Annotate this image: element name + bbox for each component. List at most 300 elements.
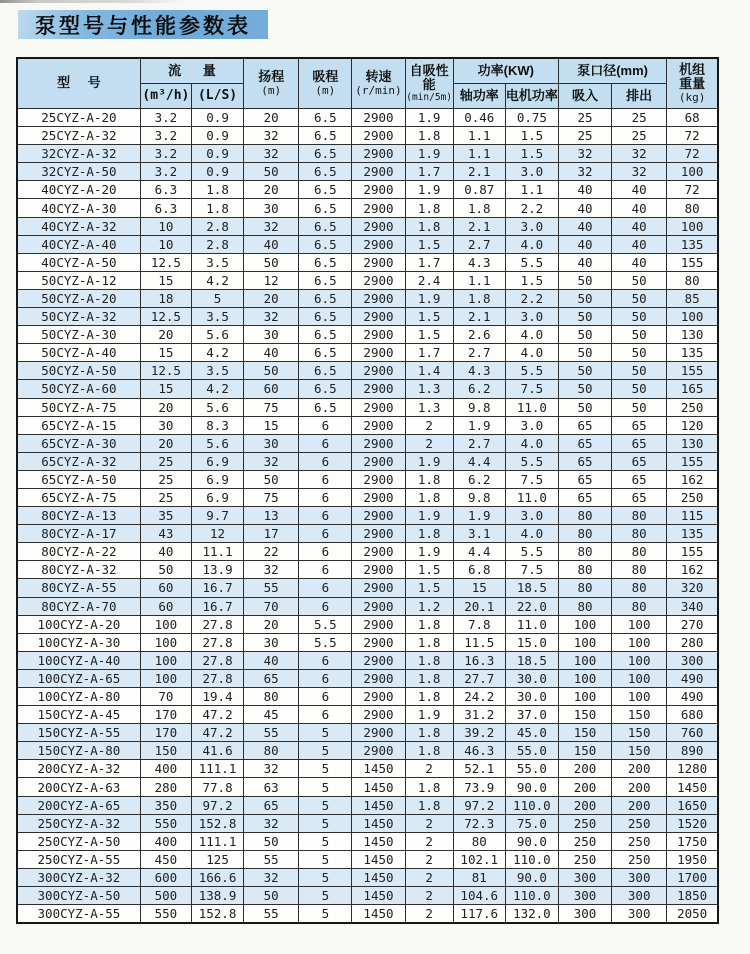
table-row xyxy=(17,796,718,814)
cell-speed: 2900 xyxy=(352,271,405,289)
cell-shaft-power: 2.7 xyxy=(453,434,505,452)
cell-unit-weight: 155 xyxy=(667,362,718,380)
cell-suction-lift: 5 xyxy=(299,887,352,905)
cell-flow-m3h: 15 xyxy=(140,344,191,362)
cell-outlet-bore: 40 xyxy=(612,235,667,253)
table-row xyxy=(17,832,718,850)
cell-motor-power: 75.0 xyxy=(505,814,558,832)
cell-outlet-bore: 150 xyxy=(612,706,667,724)
cell-outlet-bore: 40 xyxy=(612,181,667,199)
cell-speed: 2900 xyxy=(352,597,405,615)
cell-outlet-bore: 100 xyxy=(612,688,667,706)
cell-suction-lift: 6.5 xyxy=(299,398,352,416)
cell-suction-lift: 5 xyxy=(299,850,352,868)
cell-model: 300CYZ-A-55 xyxy=(17,905,140,924)
cell-model: 50CYZ-A-60 xyxy=(17,380,140,398)
cell-suction-lift: 6.5 xyxy=(299,271,352,289)
col-header-bore-group: 泵口径(mm) xyxy=(558,58,666,84)
cell-self-priming: 1.5 xyxy=(405,561,453,579)
table-row xyxy=(17,452,718,470)
cell-flow-ls: 3.5 xyxy=(191,362,243,380)
cell-suction-lift: 6 xyxy=(299,651,352,669)
cell-unit-weight: 72 xyxy=(667,181,718,199)
cell-unit-weight: 1850 xyxy=(667,887,718,905)
cell-motor-power: 55.0 xyxy=(505,742,558,760)
cell-speed: 1450 xyxy=(352,832,405,850)
cell-speed: 1450 xyxy=(352,814,405,832)
cell-flow-m3h: 20 xyxy=(140,398,191,416)
table-row xyxy=(17,760,718,778)
cell-flow-m3h: 450 xyxy=(140,850,191,868)
cell-unit-weight: 68 xyxy=(667,109,718,127)
cell-motor-power: 3.0 xyxy=(505,416,558,434)
col-header-self-priming xyxy=(405,58,453,109)
cell-flow-ls: 0.9 xyxy=(191,163,243,181)
cell-model: 100CYZ-A-30 xyxy=(17,633,140,651)
cell-flow-m3h: 50 xyxy=(140,561,191,579)
cell-speed: 2900 xyxy=(352,181,405,199)
cell-motor-power: 55.0 xyxy=(505,760,558,778)
cell-shaft-power: 1.8 xyxy=(453,289,505,307)
cell-inlet-bore: 80 xyxy=(558,561,611,579)
cell-head: 55 xyxy=(244,579,299,597)
cell-flow-ls: 3.5 xyxy=(191,308,243,326)
cell-shaft-power: 24.2 xyxy=(453,688,505,706)
table-row xyxy=(17,814,718,832)
cell-self-priming: 2 xyxy=(405,434,453,452)
table-row xyxy=(17,470,718,488)
cell-flow-m3h: 40 xyxy=(140,543,191,561)
cell-motor-power: 37.0 xyxy=(505,706,558,724)
cell-inlet-bore: 50 xyxy=(558,271,611,289)
cell-head: 45 xyxy=(244,706,299,724)
cell-inlet-bore: 65 xyxy=(558,434,611,452)
table-row xyxy=(17,253,718,271)
cell-suction-lift: 6.5 xyxy=(299,217,352,235)
cell-self-priming: 1.8 xyxy=(405,724,453,742)
weight-label-2: 重量 xyxy=(679,76,706,92)
cell-flow-ls: 47.2 xyxy=(191,706,243,724)
cell-self-priming: 1.3 xyxy=(405,398,453,416)
cell-self-priming: 1.9 xyxy=(405,145,453,163)
cell-motor-power: 3.0 xyxy=(505,163,558,181)
cell-flow-ls: 1.8 xyxy=(191,181,243,199)
cell-inlet-bore: 80 xyxy=(558,579,611,597)
cell-shaft-power: 2.7 xyxy=(453,235,505,253)
cell-inlet-bore: 100 xyxy=(558,688,611,706)
cell-shaft-power: 1.8 xyxy=(453,199,505,217)
cell-flow-m3h: 350 xyxy=(140,796,191,814)
cell-unit-weight: 1750 xyxy=(667,832,718,850)
cell-shaft-power: 6.2 xyxy=(453,380,505,398)
cell-shaft-power: 72.3 xyxy=(453,814,505,832)
cell-flow-ls: 47.2 xyxy=(191,724,243,742)
cell-motor-power: 7.5 xyxy=(505,561,558,579)
cell-head: 32 xyxy=(244,868,299,886)
cell-flow-m3h: 400 xyxy=(140,832,191,850)
cell-flow-m3h: 280 xyxy=(140,778,191,796)
cell-motor-power: 1.5 xyxy=(505,145,558,163)
cell-shaft-power: 4.4 xyxy=(453,543,505,561)
table-row xyxy=(17,507,718,525)
cell-self-priming: 1.8 xyxy=(405,127,453,145)
cell-flow-m3h: 20 xyxy=(140,434,191,452)
cell-flow-m3h: 15 xyxy=(140,271,191,289)
cell-flow-m3h: 6.3 xyxy=(140,199,191,217)
cell-model: 80CYZ-A-70 xyxy=(17,597,140,615)
cell-suction-lift: 5 xyxy=(299,778,352,796)
cell-head: 32 xyxy=(244,561,299,579)
cell-suction-lift: 6.5 xyxy=(299,380,352,398)
cell-head: 32 xyxy=(244,814,299,832)
cell-speed: 2900 xyxy=(352,289,405,307)
cell-shaft-power: 1.9 xyxy=(453,416,505,434)
cell-flow-m3h: 3.2 xyxy=(140,109,191,127)
cell-head: 13 xyxy=(244,507,299,525)
cell-outlet-bore: 80 xyxy=(612,525,667,543)
cell-motor-power: 110.0 xyxy=(505,887,558,905)
cell-model: 80CYZ-A-32 xyxy=(17,561,140,579)
cell-motor-power: 15.0 xyxy=(505,633,558,651)
cell-motor-power: 1.5 xyxy=(505,271,558,289)
cell-flow-ls: 97.2 xyxy=(191,796,243,814)
cell-flow-m3h: 10 xyxy=(140,235,191,253)
cell-flow-ls: 138.9 xyxy=(191,887,243,905)
cell-shaft-power: 1.1 xyxy=(453,271,505,289)
cell-unit-weight: 100 xyxy=(667,308,718,326)
cell-self-priming: 1.4 xyxy=(405,362,453,380)
cell-speed: 2900 xyxy=(352,507,405,525)
cell-self-priming: 1.5 xyxy=(405,579,453,597)
cell-outlet-bore: 200 xyxy=(612,778,667,796)
cell-shaft-power: 2.1 xyxy=(453,217,505,235)
cell-unit-weight: 115 xyxy=(667,507,718,525)
cell-suction-lift: 5 xyxy=(299,742,352,760)
cell-flow-ls: 1.8 xyxy=(191,199,243,217)
cell-inlet-bore: 50 xyxy=(558,308,611,326)
cell-inlet-bore: 50 xyxy=(558,326,611,344)
col-header-flow-m3h: (m³/h) xyxy=(140,84,191,109)
cell-inlet-bore: 250 xyxy=(558,850,611,868)
cell-suction-lift: 6 xyxy=(299,416,352,434)
cell-self-priming: 2 xyxy=(405,905,453,924)
cell-self-priming: 1.8 xyxy=(405,688,453,706)
cell-suction-lift: 6.5 xyxy=(299,326,352,344)
cell-shaft-power: 4.4 xyxy=(453,452,505,470)
cell-inlet-bore: 200 xyxy=(558,778,611,796)
table-row xyxy=(17,688,718,706)
cell-model: 50CYZ-A-75 xyxy=(17,398,140,416)
cell-flow-m3h: 170 xyxy=(140,724,191,742)
cell-shaft-power: 3.1 xyxy=(453,525,505,543)
cell-unit-weight: 72 xyxy=(667,127,718,145)
cell-model: 80CYZ-A-22 xyxy=(17,543,140,561)
page-title-bar xyxy=(18,10,268,39)
cell-outlet-bore: 80 xyxy=(612,561,667,579)
cell-self-priming: 1.9 xyxy=(405,181,453,199)
cell-speed: 2900 xyxy=(352,344,405,362)
cell-shaft-power: 102.1 xyxy=(453,850,505,868)
cell-flow-ls: 9.7 xyxy=(191,507,243,525)
table-row xyxy=(17,235,718,253)
cell-suction-lift: 6.5 xyxy=(299,362,352,380)
cell-head: 50 xyxy=(244,832,299,850)
cell-flow-m3h: 170 xyxy=(140,706,191,724)
cell-speed: 2900 xyxy=(352,326,405,344)
cell-speed: 2900 xyxy=(352,109,405,127)
cell-suction-lift: 5 xyxy=(299,905,352,924)
table-row xyxy=(17,181,718,199)
cell-outlet-bore: 25 xyxy=(612,109,667,127)
cell-speed: 2900 xyxy=(352,253,405,271)
table-row xyxy=(17,488,718,506)
cell-model: 100CYZ-A-20 xyxy=(17,615,140,633)
self-priming-label: 自吸性能 xyxy=(409,62,449,93)
cell-inlet-bore: 250 xyxy=(558,814,611,832)
cell-shaft-power: 52.1 xyxy=(453,760,505,778)
cell-speed: 1450 xyxy=(352,796,405,814)
table-row xyxy=(17,850,718,868)
cell-suction-lift: 6 xyxy=(299,507,352,525)
cell-outlet-bore: 50 xyxy=(612,271,667,289)
cell-flow-m3h: 70 xyxy=(140,688,191,706)
cell-shaft-power: 80 xyxy=(453,832,505,850)
cell-self-priming: 1.8 xyxy=(405,651,453,669)
cell-flow-ls: 27.8 xyxy=(191,633,243,651)
cell-motor-power: 90.0 xyxy=(505,832,558,850)
cell-speed: 2900 xyxy=(352,308,405,326)
cell-outlet-bore: 50 xyxy=(612,289,667,307)
cell-unit-weight: 120 xyxy=(667,416,718,434)
cell-head: 32 xyxy=(244,760,299,778)
cell-speed: 2900 xyxy=(352,163,405,181)
cell-flow-m3h: 30 xyxy=(140,416,191,434)
cell-outlet-bore: 65 xyxy=(612,434,667,452)
cell-motor-power: 4.0 xyxy=(505,326,558,344)
cell-inlet-bore: 65 xyxy=(558,488,611,506)
table-row xyxy=(17,742,718,760)
cell-self-priming: 1.8 xyxy=(405,778,453,796)
cell-unit-weight: 155 xyxy=(667,452,718,470)
cell-flow-ls: 16.7 xyxy=(191,597,243,615)
cell-flow-m3h: 100 xyxy=(140,633,191,651)
cell-shaft-power: 104.6 xyxy=(453,887,505,905)
cell-outlet-bore: 32 xyxy=(612,163,667,181)
cell-flow-m3h: 3.2 xyxy=(140,145,191,163)
cell-flow-ls: 27.8 xyxy=(191,651,243,669)
cell-unit-weight: 490 xyxy=(667,688,718,706)
cell-suction-lift: 5 xyxy=(299,868,352,886)
cell-shaft-power: 6.8 xyxy=(453,561,505,579)
cell-head: 32 xyxy=(244,308,299,326)
cell-outlet-bore: 80 xyxy=(612,507,667,525)
cell-inlet-bore: 200 xyxy=(558,796,611,814)
cell-self-priming: 1.8 xyxy=(405,217,453,235)
cell-flow-ls: 5.6 xyxy=(191,326,243,344)
cell-model: 65CYZ-A-32 xyxy=(17,452,140,470)
cell-model: 100CYZ-A-80 xyxy=(17,688,140,706)
table-row xyxy=(17,344,718,362)
cell-model: 200CYZ-A-32 xyxy=(17,760,140,778)
table-row xyxy=(17,724,718,742)
cell-shaft-power: 4.3 xyxy=(453,362,505,380)
cell-unit-weight: 72 xyxy=(667,145,718,163)
cell-shaft-power: 9.8 xyxy=(453,398,505,416)
cell-speed: 2900 xyxy=(352,525,405,543)
cell-inlet-bore: 40 xyxy=(558,235,611,253)
self-priming-unit: (min/5m) xyxy=(406,91,452,103)
cell-shaft-power: 6.2 xyxy=(453,470,505,488)
cell-self-priming: 2 xyxy=(405,850,453,868)
cell-model: 32CYZ-A-32 xyxy=(17,145,140,163)
cell-suction-lift: 6 xyxy=(299,543,352,561)
cell-shaft-power: 11.5 xyxy=(453,633,505,651)
table-row xyxy=(17,706,718,724)
head-label: 扬程 xyxy=(258,69,285,85)
cell-flow-ls: 0.9 xyxy=(191,127,243,145)
cell-outlet-bore: 50 xyxy=(612,380,667,398)
cell-suction-lift: 6.5 xyxy=(299,308,352,326)
cell-flow-ls: 2.8 xyxy=(191,235,243,253)
cell-model: 150CYZ-A-80 xyxy=(17,742,140,760)
cell-flow-ls: 6.9 xyxy=(191,488,243,506)
cell-model: 50CYZ-A-30 xyxy=(17,326,140,344)
cell-flow-ls: 11.1 xyxy=(191,543,243,561)
cell-flow-m3h: 12.5 xyxy=(140,362,191,380)
cell-outlet-bore: 300 xyxy=(612,868,667,886)
cell-suction-lift: 6.5 xyxy=(299,289,352,307)
cell-flow-m3h: 100 xyxy=(140,669,191,687)
cell-head: 55 xyxy=(244,905,299,924)
cell-inlet-bore: 32 xyxy=(558,145,611,163)
cell-speed: 2900 xyxy=(352,688,405,706)
cell-shaft-power: 46.3 xyxy=(453,742,505,760)
cell-motor-power: 3.0 xyxy=(505,507,558,525)
cell-unit-weight: 280 xyxy=(667,633,718,651)
table-row xyxy=(17,597,718,615)
cell-head: 75 xyxy=(244,488,299,506)
cell-inlet-bore: 80 xyxy=(558,597,611,615)
cell-flow-ls: 152.8 xyxy=(191,814,243,832)
col-header-outlet: 排出 xyxy=(612,84,667,109)
cell-outlet-bore: 250 xyxy=(612,832,667,850)
cell-head: 50 xyxy=(244,362,299,380)
cell-speed: 1450 xyxy=(352,850,405,868)
cell-suction-lift: 5 xyxy=(299,724,352,742)
cell-motor-power: 1.5 xyxy=(505,127,558,145)
cell-head: 20 xyxy=(244,181,299,199)
cell-self-priming: 1.9 xyxy=(405,543,453,561)
table-row xyxy=(17,326,718,344)
cell-flow-ls: 27.8 xyxy=(191,669,243,687)
cell-shaft-power: 1.9 xyxy=(453,507,505,525)
cell-flow-ls: 166.6 xyxy=(191,868,243,886)
cell-motor-power: 90.0 xyxy=(505,778,558,796)
cell-model: 65CYZ-A-50 xyxy=(17,470,140,488)
cell-head: 30 xyxy=(244,326,299,344)
cell-self-priming: 1.9 xyxy=(405,289,453,307)
cell-flow-m3h: 12.5 xyxy=(140,253,191,271)
cell-model: 200CYZ-A-63 xyxy=(17,778,140,796)
speed-label: 转速 xyxy=(365,69,392,85)
col-header-shaft-power: 轴功率 xyxy=(453,84,505,109)
cell-unit-weight: 320 xyxy=(667,579,718,597)
cell-shaft-power: 2.6 xyxy=(453,326,505,344)
table-row xyxy=(17,416,718,434)
cell-flow-ls: 6.9 xyxy=(191,470,243,488)
cell-self-priming: 1.8 xyxy=(405,470,453,488)
cell-outlet-bore: 50 xyxy=(612,398,667,416)
cell-head: 63 xyxy=(244,778,299,796)
cell-model: 80CYZ-A-13 xyxy=(17,507,140,525)
cell-head: 32 xyxy=(244,127,299,145)
cell-speed: 1450 xyxy=(352,887,405,905)
cell-outlet-bore: 80 xyxy=(612,579,667,597)
cell-model: 25CYZ-A-20 xyxy=(17,109,140,127)
cell-suction-lift: 6 xyxy=(299,669,352,687)
cell-flow-m3h: 500 xyxy=(140,887,191,905)
cell-speed: 2900 xyxy=(352,633,405,651)
table-row xyxy=(17,380,718,398)
cell-outlet-bore: 40 xyxy=(612,199,667,217)
table-row xyxy=(17,778,718,796)
cell-speed: 2900 xyxy=(352,380,405,398)
cell-flow-m3h: 3.2 xyxy=(140,127,191,145)
cell-inlet-bore: 25 xyxy=(558,127,611,145)
cell-head: 80 xyxy=(244,688,299,706)
cell-motor-power: 5.5 xyxy=(505,452,558,470)
cell-outlet-bore: 150 xyxy=(612,724,667,742)
cell-self-priming: 1.8 xyxy=(405,488,453,506)
suction-label: 吸程 xyxy=(312,69,339,85)
cell-model: 150CYZ-A-55 xyxy=(17,724,140,742)
cell-suction-lift: 6 xyxy=(299,561,352,579)
cell-motor-power: 90.0 xyxy=(505,868,558,886)
cell-head: 60 xyxy=(244,380,299,398)
cell-inlet-bore: 150 xyxy=(558,742,611,760)
cell-outlet-bore: 65 xyxy=(612,470,667,488)
cell-self-priming: 1.5 xyxy=(405,326,453,344)
cell-head: 32 xyxy=(244,452,299,470)
cell-speed: 2900 xyxy=(352,543,405,561)
cell-flow-ls: 152.8 xyxy=(191,905,243,924)
cell-unit-weight: 162 xyxy=(667,470,718,488)
cell-speed: 2900 xyxy=(352,362,405,380)
cell-model: 40CYZ-A-50 xyxy=(17,253,140,271)
cell-outlet-bore: 50 xyxy=(612,344,667,362)
cell-head: 70 xyxy=(244,597,299,615)
cell-head: 75 xyxy=(244,398,299,416)
cell-suction-lift: 6 xyxy=(299,488,352,506)
cell-outlet-bore: 80 xyxy=(612,597,667,615)
cell-unit-weight: 760 xyxy=(667,724,718,742)
cell-motor-power: 45.0 xyxy=(505,724,558,742)
cell-motor-power: 11.0 xyxy=(505,398,558,416)
cell-model: 200CYZ-A-65 xyxy=(17,796,140,814)
col-header-motor-power: 电机功率 xyxy=(505,84,558,109)
cell-suction-lift: 5 xyxy=(299,832,352,850)
table-row xyxy=(17,868,718,886)
cell-unit-weight: 270 xyxy=(667,615,718,633)
cell-shaft-power: 73.9 xyxy=(453,778,505,796)
cell-motor-power: 11.0 xyxy=(505,615,558,633)
cell-flow-ls: 8.3 xyxy=(191,416,243,434)
cell-unit-weight: 100 xyxy=(667,217,718,235)
col-header-speed xyxy=(352,58,405,109)
cell-motor-power: 4.0 xyxy=(505,434,558,452)
cell-suction-lift: 6.5 xyxy=(299,145,352,163)
cell-outlet-bore: 250 xyxy=(612,850,667,868)
